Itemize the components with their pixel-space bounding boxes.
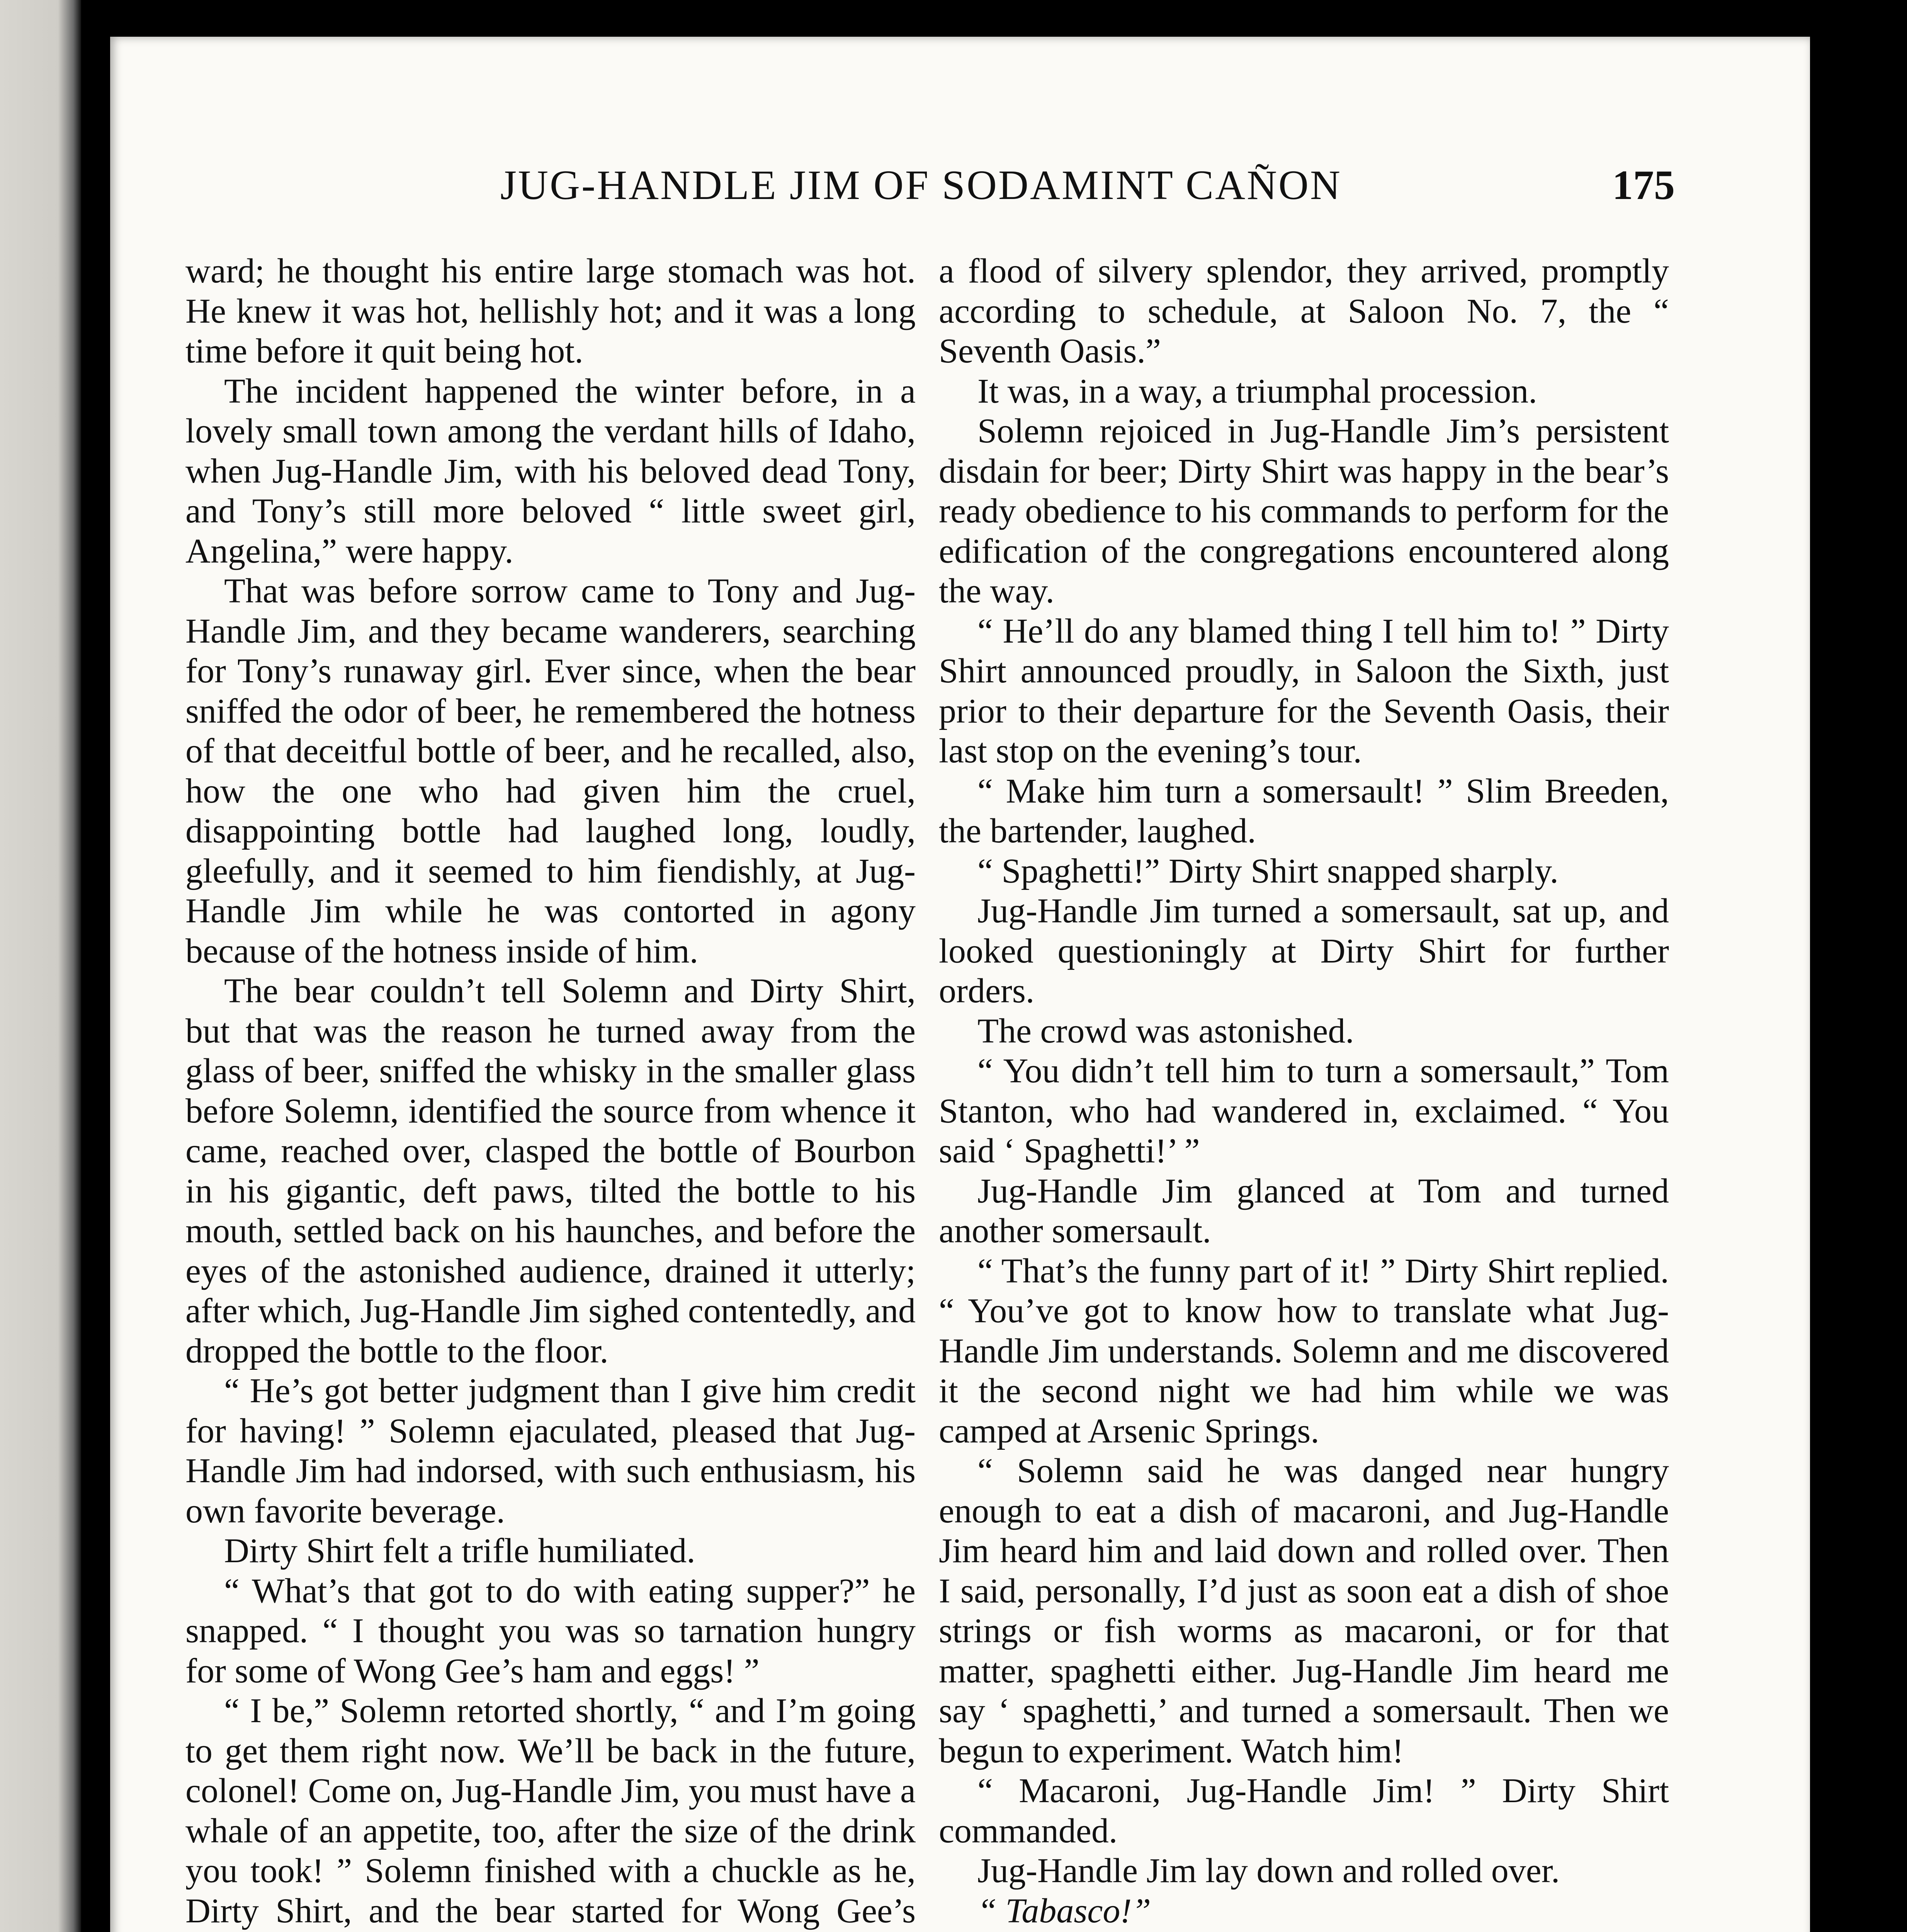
paragraph: Jug-Handle Jim lay down and rolled over. xyxy=(977,1852,1560,1890)
paragraph: The crowd was astonished. xyxy=(977,1012,1354,1050)
paragraph: That was before sorrow came to Tony and Jug-Handle Jim, and they became wanderers, searching for Tony’s runaway girl. Ever since, when the bear sniffed the odor of beer, he remembered the hotness of that deceitful bottle of beer, and he recalled, also, how the one who had given him the cruel, disappointing bottle had laughed long, loudly, gleefully, and it seemed to him fiendishly, at Jug-Handle Jim while he was contorted in agony because of the hotness inside of him. xyxy=(185,572,916,970)
paragraph: “ Spaghetti!” Dirty Shirt snapped sharply. xyxy=(977,852,1559,890)
paragraph: It was, in a way, a triumphal procession. xyxy=(977,372,1537,410)
paragraph: a flood of silvery splendor, they arrived, promptly according to schedule, at Saloon No. 7, the “ Seventh Oasis.” xyxy=(939,252,1669,370)
paragraph: “ I be,” Solemn retorted shortly, “ and I’m going to get them right now. We’ll be back in the future, colonel! Come on, Jug-Handle Jim, you must have a whale of an appetite, too, after the size of the drink you took! ” Solemn finished with a chuckle as he, Dirty Shirt, and the bear started for Wong Gee’s xyxy=(185,1692,916,1930)
left-column xyxy=(185,251,916,1932)
paragraph: “ Make him turn a somersault! ” Slim Breeden, the bartender, laughed. xyxy=(939,772,1669,850)
paragraph: “ What’s that got to do with eating supper?” he snapped. “ I thought you was so tarnation hungry for some of Wong Gee’s ham and eggs! ” xyxy=(185,1571,916,1690)
paragraph: “ He’ll do any blamed thing I tell him to! ” Dirty Shirt announced proudly, in Saloon the Sixth, just prior to their departure for the Seventh Oasis, their last stop on the evening’s tour. xyxy=(939,612,1669,770)
paragraph: “ Tabasco!” xyxy=(977,1891,1151,1930)
paragraph: “ Macaroni, Jug-Handle Jim! ” Dirty Shirt commanded. xyxy=(939,1772,1669,1850)
paragraph: “ Solemn said he was danged near hungry enough to eat a dish of macaroni, and Jug-Handle Jim heard him and laid down and rolled over. Then I said, personally, I’d just as soon eat a dish of shoe strings or fish worms as macaroni, or for that matter, spaghetti either. Jug-Handle Jim heard me say ‘ spaghetti,’ and turned a somersault. Then we begun to experiment. Watch him! xyxy=(939,1452,1669,1770)
book-spine-edge xyxy=(0,0,81,1932)
paragraph: Solemn rejoiced in Jug-Handle Jim’s persistent disdain for beer; Dirty Shirt was happy in the bear’s ready obedience to his commands to perform for the edification of the congregations encountered along the way. xyxy=(939,412,1669,610)
paragraph: ward; he thought his entire large stomach was hot. He knew it was hot, hellishly hot; and it was a long time before it quit being hot. xyxy=(185,252,916,370)
book-page xyxy=(110,37,1810,1932)
paragraph: “ He’s got better judgment than I give him credit for having! ” Solemn ejaculated, pleased that Jug-Handle Jim had indorsed, with such enthusiasm, his own favorite beverage. xyxy=(185,1372,916,1530)
right-column xyxy=(939,251,1669,1932)
paragraph: “ You didn’t tell him to turn a somersault,” Tom Stanton, who had wandered in, exclaimed. “ You said ‘ Spaghetti!’ ” xyxy=(939,1052,1669,1170)
paragraph: Jug-Handle Jim glanced at Tom and turned another somersault. xyxy=(939,1172,1669,1250)
page-number: 175 xyxy=(1612,162,1675,208)
running-title: JUG-HANDLE JIM OF SODAMINT CAÑON xyxy=(500,162,1342,208)
paragraph: The bear couldn’t tell Solemn and Dirty Shirt, but that was the reason he turned away from the glass of beer, sniffed the whisky in the smaller glass before Solemn, identified the source from whence it came, reached over, clasped the bottle of Bourbon in his gigantic, deft paws, tilted the bottle to his mouth, settled back on his haunches, and before the eyes of the astonished audience, drained it utterly; after which, Jug-Handle Jim sighed contentedly, and dropped the bottle to the floor. xyxy=(185,972,916,1370)
paragraph: Dirty Shirt felt a trifle humiliated. xyxy=(224,1532,695,1570)
paragraph: “ That’s the funny part of it! ” Dirty Shirt replied. “ You’ve got to know how to translate what Jug-Handle Jim understands. Solemn and me discovered it the second night we had him while we was camped at Arsenic Springs. xyxy=(939,1252,1669,1450)
paragraph: Jug-Handle Jim turned a somersault, sat up, and looked questioningly at Dirty Shirt for further orders. xyxy=(939,892,1669,1010)
running-header xyxy=(110,155,1810,240)
paragraph: The incident happened the winter before, in a lovely small town among the verdant hills of Idaho, when Jug-Handle Jim, with his beloved dead Tony, and Tony’s still more beloved “ little sweet girl, Angelina,” were happy. xyxy=(185,372,916,570)
